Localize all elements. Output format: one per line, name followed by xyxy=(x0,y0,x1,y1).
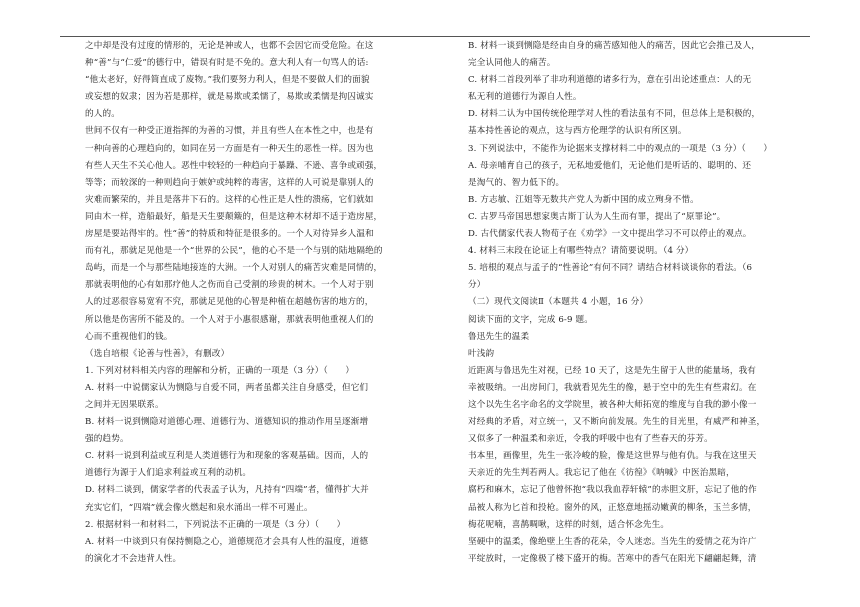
text-line: 等等；而较深的一种则趋向于嫉妒或纯粹的毒害，这样的人可说是靠别人的 xyxy=(85,177,374,188)
text-line: 1. 下列对材料相关内容的理解和分析，正确的一项是（3 分）（ ） xyxy=(85,365,355,376)
text-line: 灾难而繁荣的，并且是落井下石的。这样的心性正是人性的溃疡，它们就如 xyxy=(85,194,374,205)
text-line: A. 母亲哺育自己的孩子，无私地爱他们，无论他们是听话的、聪明的、还 xyxy=(468,160,752,171)
text-line: 之中却是没有过度的情形的，无论是神或人，也都不会因它而受危险。在这 xyxy=(85,41,374,51)
text-line: 这个以先生名字命名的文学院里，被各种大师拓宽的维度与自我的渺小像一 xyxy=(468,399,757,410)
text-line: 鲁迅先生的温柔 xyxy=(468,331,530,342)
text-line: 近距离与鲁迅先生对视，已经 10 天了，这是先生留于人世的能量场，我有 xyxy=(468,365,757,376)
text-line: B. 材料一说到恻隐对道德心理、道德行为、道德知识的推动作用呈逐渐增 xyxy=(85,417,369,428)
text-line: A. 材料一中说儒家认为恻隐与自爱不同，两者虽都关注自身感受，但它们 xyxy=(85,382,369,393)
text-line: 坚硬中的温柔，像绝壁上生香的花朵，令人迷恋。当先生的爱情之花为许广 xyxy=(468,536,757,547)
text-line: “他太老好，好得简直成了废物。”我们要努力利人，但是不要做人们的面貌 xyxy=(85,75,370,86)
text-line: 充实它们，“四端”就会像火燃起和泉水涌出一样不可遏止。 xyxy=(85,502,313,513)
text-line: 房屋是要站得牢的。性“善”的特质和特征是很多的。一个人对待异乡人温和 xyxy=(85,229,374,240)
text-line: 腐朽和麻木，忘记了他曾怀抱“我以我血荐轩辕”的赤胆文肝，忘记了他的作 xyxy=(468,485,757,496)
text-line: 叶浅韵 xyxy=(468,348,495,359)
text-line: 阅读下面的文字，完成 6-9 题。 xyxy=(468,314,593,325)
text-line: 梅花呢喃，喜鹊啁啾，这样的时刻，适合怀念先生。 xyxy=(468,519,670,530)
text-line: 同由木一样，造船最好，船是天生要颠簸的，但是这种木材却不适于造房屋， xyxy=(85,211,383,222)
text-line: 的人的。 xyxy=(85,109,120,120)
text-line: C. 古罗马帝国思想家奥古斯丁认为人生而有罪，提出了“原罪论”。 xyxy=(468,211,726,222)
text-line: B. 材料一谈到恻隐是经由自身的痛苦感知他人的痛苦，因此它会推己及人， xyxy=(468,41,761,51)
text-line: 或妄想的奴隶；因为若是那样，就是易欺或柔懦了，易欺或柔懦是拘囚诚实 xyxy=(85,92,374,103)
text-line: 5. 培根的观点与孟子的“性善论”有何不同？请结合材料谈谈你的看法。（6 xyxy=(468,263,753,274)
text-line: 所以他是伤害所不能及的。一个人对于小惠很感谢，那就表明他重视人们的 xyxy=(85,314,374,325)
text-line: 完全认同他人的痛苦。 xyxy=(468,58,556,69)
text-line: 4. 材料三末段在论证上有哪些特点？请简要说明。（4 分） xyxy=(468,246,694,257)
text-line: 有些人天生不关心他人。恶性中较轻的一种趋向于暴躁、不逊、喜争或顽强， xyxy=(85,160,383,171)
text-line: 平绽放时，一定像极了楼下盛开的梅。苦寒中的香气在阳光下翩翩起舞，清 xyxy=(468,553,757,564)
text-line: 又似多了一种温柔和亲近，令我的呼吸中也有了些春天的芬芳。 xyxy=(468,434,713,445)
text-line: D. 古代儒家代表人物荀子在《劝学》一文中提出学习不可以停止的观点。 xyxy=(468,229,752,240)
text-line: 基本持性善论的观点，这与西方伦理学的认识有所区别。 xyxy=(468,126,687,137)
text-line: 品被人称为匕首和投枪。窗外的风，正悠意地摇动嫩黄的柳条，玉兰多情， xyxy=(468,502,757,513)
text-line: 强的趋势。 xyxy=(85,434,129,445)
text-line: （选自培根《论善与性善》，有删改） xyxy=(85,348,230,359)
text-line: 世间不仅有一种受正道指挥的为善的习惯，并且有些人在本性之中，也是有 xyxy=(85,126,374,137)
text-line: 的演化才不会违背人性。 xyxy=(85,553,182,564)
text-line: 是淘气的、智力低下的。 xyxy=(468,177,565,188)
text-line: 对经典的矛盾，对立统一，又不断向前发展。先生的目光里，有威严和神圣， xyxy=(468,417,766,428)
text-line: 3. 下列说法中，不能作为论据来支撑材料二中的观点的一项是（3 分）（ ） xyxy=(468,143,773,154)
text-line: 天亲近的先生判若两人。我忘记了他在《彷徨》《呐喊》中医治黑暗， xyxy=(468,468,735,479)
text-line: 一种向善的心理趋向的，如同在另一方面是有一种天生的恶性一样。因为也 xyxy=(85,143,374,154)
text-line: C. 材料一说到利益或互利是人类道德行为和现象的客观基础。因而，人的 xyxy=(85,451,369,462)
header-rule xyxy=(60,36,810,37)
left-column xyxy=(85,38,415,568)
text-line: D. 材料二谈到，儒家学者的代表孟子认为，凡持有“四端”者，懂得扩大并 xyxy=(85,485,369,496)
text-line: 分） xyxy=(468,280,486,291)
text-line: 种“善”与“仁爱”的德行中，错误有时是不免的。意大利人有一句骂人的话: xyxy=(85,58,369,69)
text-line: （二）现代文阅读Ⅱ（本题共 4 小题，16 分） xyxy=(468,297,649,308)
text-line: 书本里，画像里，先生一张冷峻的脸，像是这世界与他有仇。与我在这里天 xyxy=(468,451,757,462)
text-line: 而有礼，那就足见他是一个“世界的公民”，他的心不是一个与别的陆地隔绝的 xyxy=(85,246,383,257)
text-line: 心而不重视他们的钱。 xyxy=(85,331,173,342)
text-line: A. 材料一中谈到只有保持恻隐之心，道德规范才会具有人性的温度，道德 xyxy=(85,536,369,547)
text-line: 岛屿，而是一个与那些陆地接连的大洲。一个人对别人的痛苦灾难是同情的， xyxy=(85,263,383,274)
text-line: D. 材料二认为中国传统伦理学对人性的看法虽有不同，但总体上是积极的， xyxy=(468,109,761,120)
text-line: 幸被吸纳。一出房间门，我就看见先生的像，悬于空中的先生有些肃幻。在 xyxy=(468,382,757,393)
text-line: 道德行为源于人们追求利益或互利的动机。 xyxy=(85,468,252,479)
right-column xyxy=(468,38,798,568)
text-line: 人的过恶很容易宽宥不究，那就足见他的心智是种植在超越伤害的地方的， xyxy=(85,297,374,308)
text-line: 之间并无因果联系。 xyxy=(85,399,164,410)
text-line: 私无利的道德行为源自人性。 xyxy=(468,92,582,103)
text-line: 那就表明他的心有如那疗他人之伤而自己受割的珍贵的树木。一个人对于别 xyxy=(85,280,374,291)
text-line: 2. 根据材料一和材料二，下列说法不正确的一项是（3 分）（ ） xyxy=(85,519,346,530)
text-line: C. 材料二首段列举了非功利道德的诸多行为，意在引出论述重点：人的无 xyxy=(468,75,752,86)
text-line: B. 方志敏、江姐等无数共产党人为新中国的成立殉身不惜。 xyxy=(468,194,699,205)
